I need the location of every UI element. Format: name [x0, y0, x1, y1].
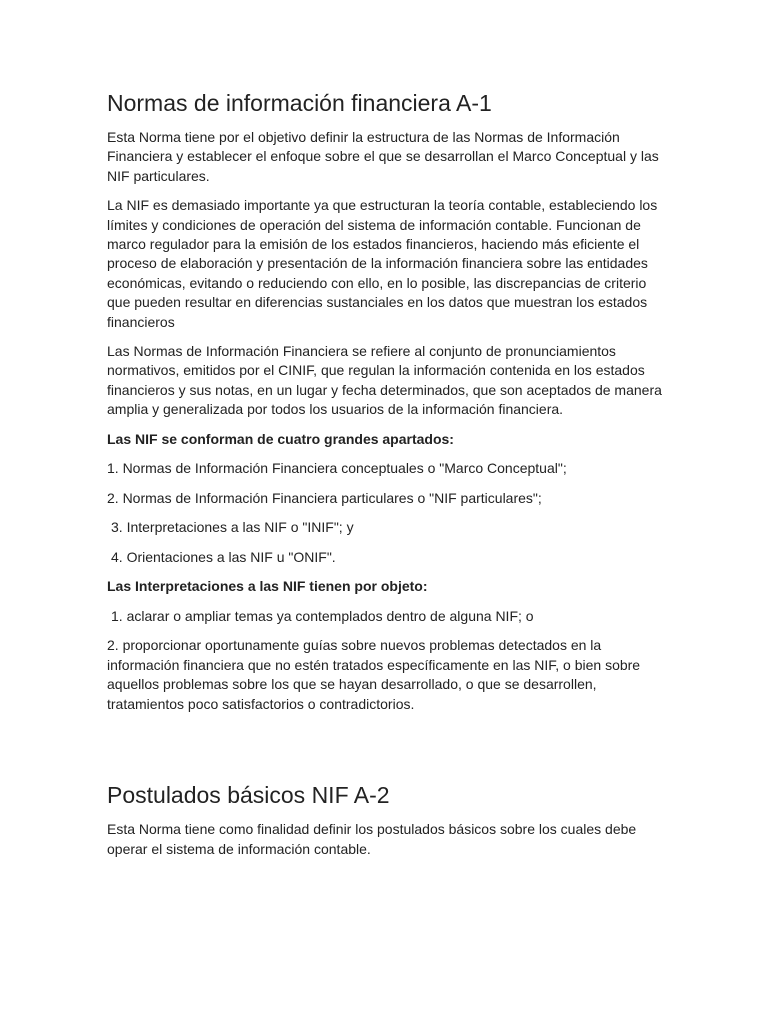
section-title-nif-a2: Postulados básicos NIF A-2: [107, 782, 390, 809]
document-content: [107, 88, 667, 869]
list-item-part-1: 1. Normas de Información Financiera conceptuales o "Marco Conceptual";: [107, 460, 567, 477]
section-spacer: [107, 724, 667, 780]
paragraph-objective: Esta Norma tiene por el objetivo definir la estructura de las Normas de Información Financiera y establecer el enfoque sobre el que se desarrollan el Marco Conceptual y las NIF particulares.: [107, 129, 659, 184]
paragraph-postulates: Esta Norma tiene como finalidad definir los postulados básicos sobre los cuales debe operar el sistema de información contable.: [107, 821, 637, 857]
list-item-objective-1: 1. aclarar o ampliar temas ya contemplados dentro de alguna NIF; o: [111, 607, 534, 624]
heading-objective: Las Interpretaciones a las NIF tienen por objeto:: [107, 578, 428, 595]
paragraph-definition: Las Normas de Información Financiera se refiere al conjunto de pronunciamientos normativos, emitidos por el CINIF, que regulan la información contenida en los estados financieros y sus notas, en un lugar y fecha determinados, que son aceptados de manera amplia y generalizada por todos los usuarios de la información financiera.: [107, 343, 662, 418]
list-item-part-4: 4. Orientaciones a las NIF u "ONIF".: [111, 548, 336, 565]
heading-parts: Las NIF se conforman de cuatro grandes apartados:: [107, 430, 454, 447]
paragraph-importance: La NIF es demasiado importante ya que estructuran la teoría contable, estableciendo los límites y condiciones de operación del sistema de información contable. Funcionan de marco regulador para la emisión de los estados financieros, haciendo más eficiente el proceso de elaboración y presentación de la información financiera sobre las entidades económicas, evitando o reduciendo con ello, en lo posible, las discrepancias de criterio que pueden resultar en diferencias sustanciales en los datos que muestran los estados financieros: [107, 197, 658, 330]
list-item-objective-2: 2. proporcionar oportunamente guías sobre nuevos problemas detectados en la información financiera que no estén tratados específicamente en las NIF, o bien sobre aquellos problemas sobre los que se hayan desarrollado, o que se desarrollen, tratamientos poco satisfactorios o contradictorios.: [107, 637, 641, 712]
list-item-part-3: 3. Interpretaciones a las NIF o "INIF"; y: [111, 519, 354, 536]
section-title-nif-a1: Normas de información financiera A-1: [107, 90, 492, 116]
list-item-part-2: 2. Normas de Información Financiera particulares o "NIF particulares";: [107, 489, 542, 506]
